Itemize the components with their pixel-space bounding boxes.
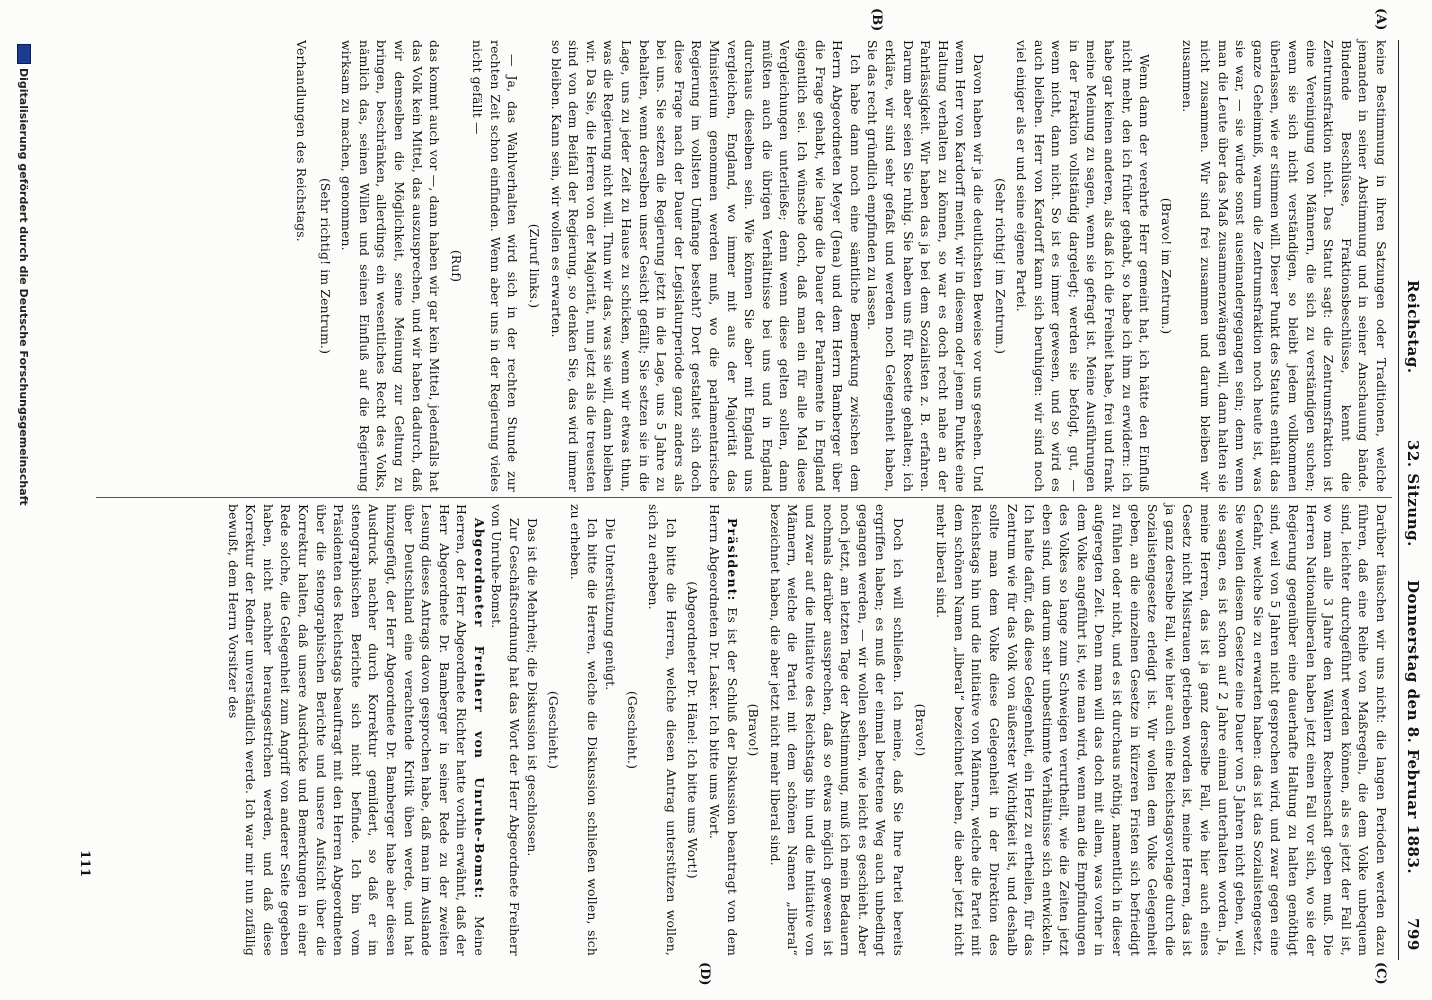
paragraph: — Ja, das Wahlverhalten wird sich in der rechten Stunde zur rechten Zeit schon einfinden. Wenn aber uns in der Regierung vieles nicht gefällt — [470, 40, 521, 492]
paragraph: Die Unterstützung genügt. [603, 518, 619, 691]
right-column [224, 504, 1390, 956]
paragraph: Doch ich will schließen. Ich meine, daß Sie Ihre Partei bereits ergriffen haben; es muß der einmal betretene Weg auch unbedingt gegangen werden, — wir wollen sehen, wie leicht es geschieht. Aber noch jetzt, am letzten Tage der Abstimmung, muß ich mein Bedauern nochmals darüber aussprechen, daß so etwas möglich gewesen ist und zwar auf die Initiative des Reichstags hin und die Initiative von Männern, welche die Partei mit dem schönen Namen „liberal“ bezeichnet haben, die aber jetzt nicht mehr liberal sind. [767, 504, 906, 956]
page-number: 799 [1404, 918, 1422, 951]
header-center: 32. Sitzung. [1404, 440, 1422, 547]
paragraph: Ich bitte die Herren, welche die Diskussion schließen wollen, sich zu erheben. [567, 504, 601, 956]
column-divider [96, 497, 1392, 498]
margin-marker-d: (D) [697, 962, 712, 986]
paragraph: Davon haben wir ja die deutlichsten Beweise vor uns gesehen. Und wenn Herr von Kardorff meint, wir in diesem oder jenem Punkte eine Haltung verhalten zu können, so war es doch recht nahe an der Fahrlässigkeit. Wir haben das ja bei dem Sozialisten z. B. erfahren. Darum aber seien Sie ruhig. Sie haben uns für Rosette gehalten; ich erkläre, wir sind sehr gefaßt und werden noch Gelegenheit haben, Sie das recht gründlich empfinden zu lassen. [865, 40, 986, 492]
paragraph: Zur Geschäftsordnung hat das Wort der Herr Abgeordnete Freiherr von Unruhe-Bomst. [489, 504, 523, 956]
speaker-paragraph [224, 504, 488, 956]
paragraph: Ich bitte die Herren, welche diesen Antrag unterstützen wollen, sich zu erheben. [646, 504, 679, 956]
footer-text: Digitalisierung gefördert durch die Deutsche Forschungsgemeinschaft [17, 68, 30, 506]
paragraph: Darüber täuschen wir uns nicht: die langen Perioden werden dazu führen, daß eine Reihe von Maßregeln, die dem Volke unbequem sind, leichter durchgeführt werden können, als es jetzt der Fall ist, wo man alle 3 Jahre den Wählern Rechenschaft geben muß. Die Herren Nationalliberalen haben jetzt einen Fall vor sich, wo sie der Regierung gegenüber eine dauerhafte Haltung zu halten genöthigt sind, weil von 5 Jahren nicht gesprochen wird, und zwar gegen eine Gefahr, welche Sie zu erwarten haben: das ist das Sozialistengesetz. Sie wollen diesem Gesetze eine Dauer von 5 Jahren nicht geben, weil sie sagen, es ist schon auf 2 Jahre einmal unterhalten worden. Ja, meine Herren, das ist ja ganz derselbe Fall, wie hier auch eines Gesetz nicht Misstrauen getrieben worden ist, meine Herren, das ist ja ganz derselbe Fall, wie hier auch eine Reichstagsvorlage durch die Sozialistengesetze erledigt ist. Wir wollen dem Volke Gelegenheit geben, an die einzelnen Gesetze in kürzeren Fristen sich befriedigt zu fühlen oder nicht, und es ist durchaus nöthig, namentlich in dieser aufgeregten Zeit. Denn man will das doch mit allem, was vorher in dem Volke angeführt ist, wie man wird, wenn man die Empfindungen des Volkes so lange zum Schweigen verurtheilt, wie die Zeiten jetzt eben sind, um darum sehr unbestimmte Verhältnisse sich entwickeln. Ich halte dafür, daß diese Gelegenheit, ein Herz zu ertheilen, für das Zentrum wie für das Volk von äußerster Wichtigkeit ist, und deshalb sollte man dem Volke diese Gelegenheit in der Direktion des Reichstags hin und die Initiative von Männern, welche die Partei mit dem schönen Namen „liberal“ bezeichnet haben, die aber jetzt nicht mehr liberal sind. [934, 504, 1389, 956]
reaction: (Sehr richtig! im Zentrum.) [992, 177, 1008, 355]
paragraph: keine Bestimmung in ihren Satzungen oder Traditionen, welche jemanden in seiner Abstimmung und in seiner Anschauung bände. Bindende Beschlüsse, Fraktionsbeschlüsse, kennt die Zentrumsfraktion nicht. Das Statut sagt: die Zentrumsfraktion ist eine Vereinigung von Männern, die sich zu verständigen suchen; wenn sie sich nicht verständigen, so bleibt jedem vollkommen überlassen, wie er stimmen will. Dieser Punkt des Statuts enthält das ganze Geheimniß, warum die Zentrumsfraktion noch heute ist, was sie war, — sie würde sonst auseinandergegangen sein; denn wenn man die Leute über das Maß zusammenzwängen will, dann halten sie nicht zusammen. Wir sind frei zusammen und darum bleiben wir zusammen. [1180, 40, 1389, 492]
reaction: (Zuruf links.) [527, 223, 543, 309]
header-left: Reichstag. [1404, 280, 1422, 374]
reaction: (Geschieht.) [624, 690, 640, 770]
paragraph: Ich habe dann noch eine sämtliche Bemerkung zwischen dem Herrn Abgeordneten Meyer (Jena) und dem Herrn Bamberger über die Frage gehabt, wie lange die Dauer der Parlamente in England eigentlich sei. Ich wünsche doch, daß man ein für alle Mal diese Vergleichungen unterließe; denn wenn diese gelten sollen, dann müßten auch die übrigen Verhältnisse bei uns und in England durchaus dieselben sein. Wie können Sie aber mit England uns vergleichen, England, wo immer mit aus der Majorität das Ministerium genommen werden muß, wo die parlamentarische Regierung im vollsten Umfange besteht? Dort gestaltet sich doch diese Frage nach der Dauer der Legislaturperiode ganz anders als bei uns. Sie setzen die Regierung jetzt in die Lage, uns 5 Jahre zu behalten, wenn derselben unser Gesicht gefällt; Sie setzen sie in die Lage, uns zu jeder Zeit zu Hause zu schicken, wenn wir etwas thun, was die Regierung nicht will. Thun wir das, was sie will, dann bleiben wir. Da Sie, die Herren von der Majorität, nun jetzt als die treuesten sind von dem Beifall der Regierung, so denken Sie, das wird immer so bleiben. Kann sein, wir wollen es erwarten. [548, 40, 863, 492]
left-column [292, 40, 1390, 492]
digitization-footer [11, 40, 37, 960]
reaction: (Bravo! im Zentrum.) [1158, 197, 1174, 335]
paragraph: das kommt auch vor —, dann haben wir gar kein Mittel, jedenfalls hat das Volk kein Mittel, das auszusprechen, und wir haben dadurch, daß wir demselben die Möglichkeit, seine Meinung zur Geltung zu bringen, beschränken, allerdings ein wesentliches Recht des Volks, nämlich das, seinen Willen und seinen Einfluß auf die Regierung wirksam zu machen, genommen. [339, 40, 443, 492]
reaction: (Sehr richtig! im Zentrum.) [317, 177, 333, 355]
reaction: (Ruf) [448, 249, 464, 283]
speaker-label: Präsident: [724, 518, 740, 602]
reaction: (Abgeordneter Dr. Hänel: Ich bitte ums Wort!) [685, 581, 701, 879]
signature-mark: 111 [77, 850, 92, 878]
margin-marker-c: (C) [1373, 962, 1388, 985]
speaker-paragraph [705, 504, 740, 956]
header-right: Donnerstag den 8. Februar 1883. [1404, 580, 1422, 875]
reaction: (Geschieht.) [546, 690, 562, 770]
margin-marker-a: (A) [1373, 8, 1388, 31]
header-rule [1398, 40, 1399, 960]
speaker-text: Meine Herren, der Herr Abgeordnete Richter hatte vorhin erwähnt, daß der Herr Abgeordnete Dr. Bamberger in seiner Rede zu der zweiten Lesung dieses Antrags davon gesprochen habe, daß man im Auslande über Deutschland eine verachtende Kritik üben werde, und hat hinzugefügt, der Herr Abgeordnete Dr. Bamberger habe aber diesen Ausdruck nachher durch Korrektur gemildert, so daß er im stenographischen Berichte sich nicht befinde. Ich bin vom Präsidenten des Reichstags beauftragt mit den Herren Abgeordneten über die stenographischen Berichte und unsere Aufsicht über die Korrektur halten, daß unsere Ausdrücke und Bemerkungen in einer Rede solche, die Gelegenheit zum Angriff von anderer Seite gegeben haben, nicht nachher herausgestrichen werden, und daß diese Korrektur der Redner unverständlich werde. Ich war mir nun zufällig bewußt, dem Herrn Vorsitzer des [225, 504, 487, 956]
reaction: (Bravo!) [746, 703, 762, 757]
paragraph: Das ist die Mehrheit; die Diskussion ist geschlossen. [524, 518, 540, 857]
speaker-text: Es ist der Schluß der Diskussion beantragt von dem Herrn Abgeordneten Dr. Lasker. Ich bitte ums Wort. [707, 504, 740, 956]
reaction: (Bravo!) [912, 703, 928, 757]
paragraph: Wenn dann der verehrte Herr gemeint hat, ich hätte den Einfluß nicht mehr, den ich früher gehabt, so habe ich ihm zu erwidern: ich habe gar keinen anderen, als daß ich die Freiheit habe, frei und frank meine Meinung zu sagen, wenn sie gefragt ist. Meine Ausführungen in der Fraktion vollständig dargelegt; werden sie befolgt, gut, — wenn nicht, dann nicht. So ist es immer gewesen, und so wird es auch bleiben. Herr von Kardorff kann sich beruhigen: wir sind noch viel einiger als er und seine eigene Partei. [1014, 40, 1153, 492]
margin-marker-b: (B) [869, 8, 884, 32]
speaker-label: Abgeordneter Freiherr von Unruhe-Bomst: [471, 518, 487, 900]
page-header [1402, 40, 1422, 960]
dfg-logo-icon [17, 44, 31, 64]
column-footer: Verhandlungen des Reichstags. [293, 40, 309, 242]
